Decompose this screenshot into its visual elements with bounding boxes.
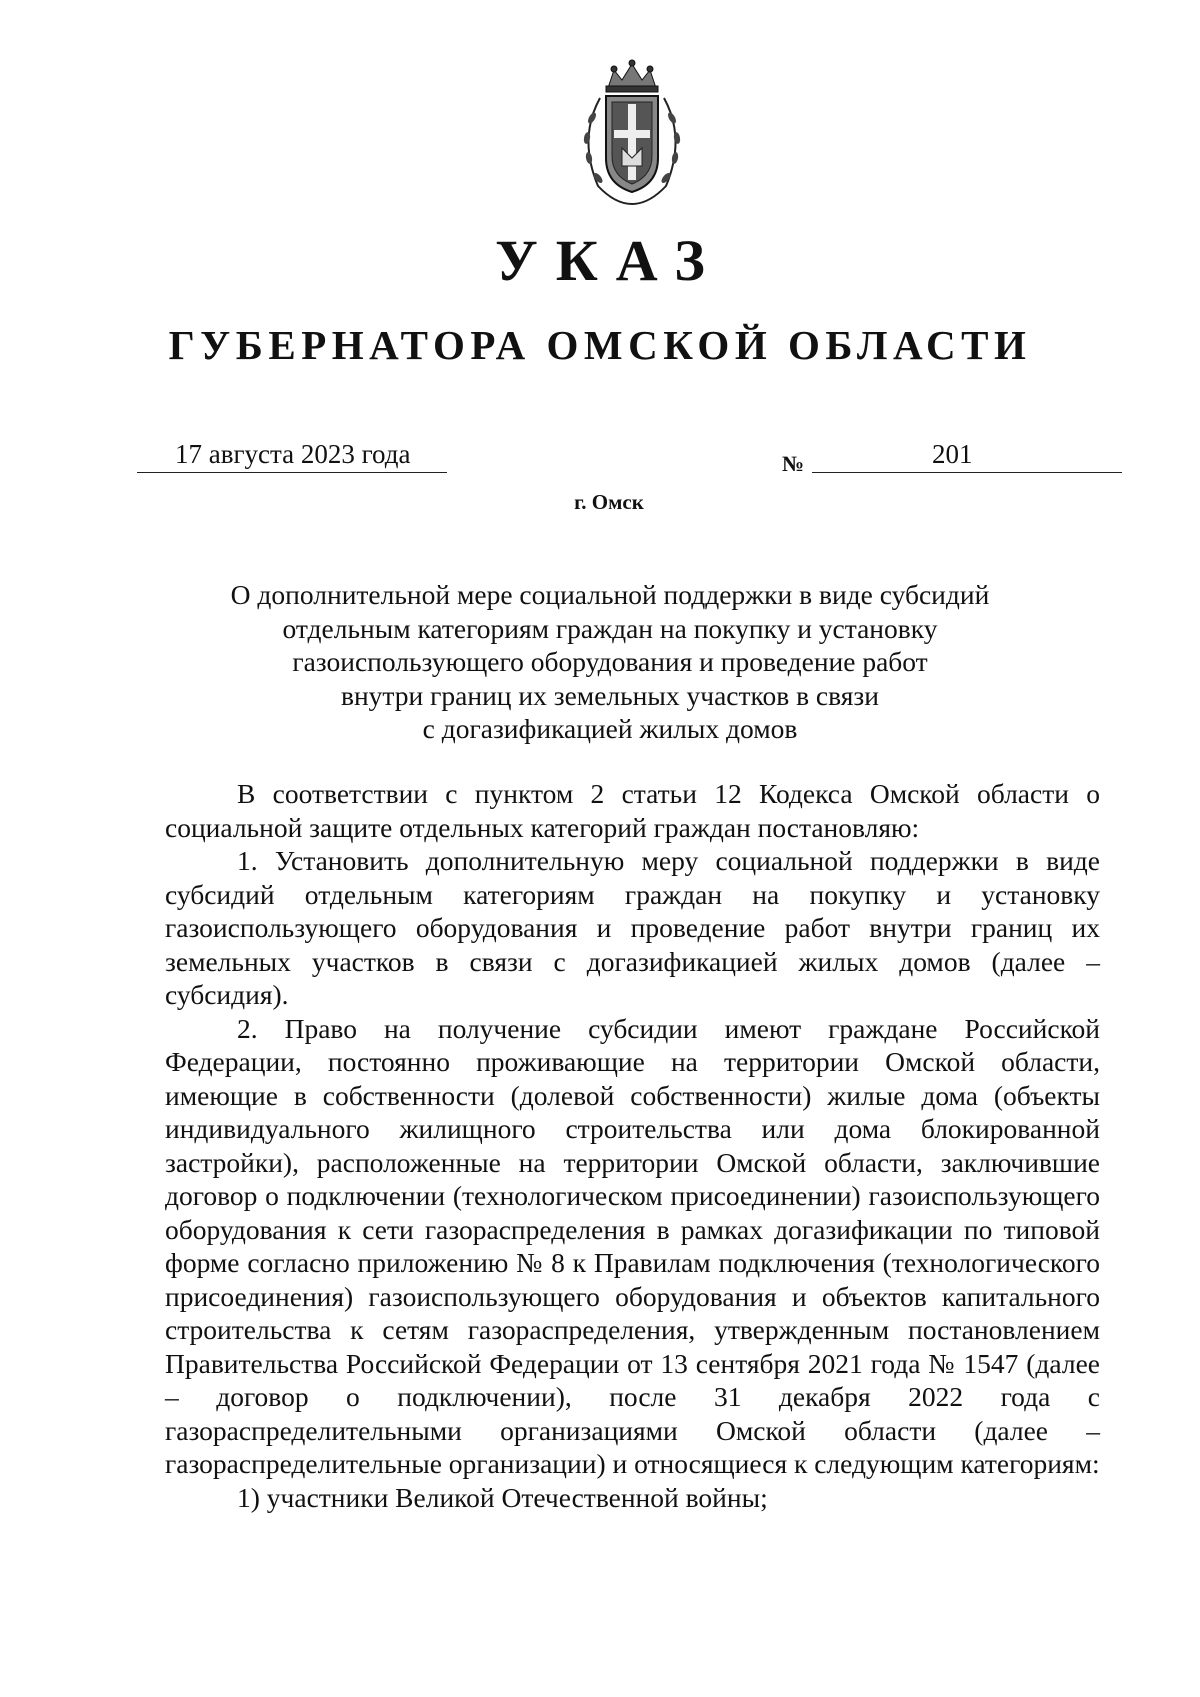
decree-body: [165, 777, 1100, 1514]
coat-of-arms-emblem: [570, 58, 694, 208]
paragraph-subitem-1: 1) участники Великой Отечественной войны;: [237, 1481, 768, 1513]
document-issuer: ГУБЕРНАТОРА ОМСКОЙ ОБЛАСТИ: [168, 322, 1032, 368]
heading-line: О дополнительной мере социальной поддержки в виде субсидий: [230, 579, 990, 610]
heading-line: внутри границ их земельных участков в связи: [340, 679, 879, 711]
paragraph-item-2: 2. Право на получение субсидии имеют граждане Российской Федерации, постоянно проживающие на территории Омской области, имеющие в собственности (долевой собственности) жилые дома (объекты индивидуального жилищного строительства или дома блокированной застройки), расположенные на территории Омской области, заключившие договор о подключении (технологическом присоединении) газоиспользующего оборудования к сети газораспределения в рамках догазификации по типовой форме согласно приложению № 8 к Правилам подключения (технологического присоединения) газоиспользующего оборудования и объектов капитального строительства к сетям газораспределения, утвержденным постановлением Правительства Российской Федерации от 13 сентября 2021 года № 1547 (далее – договор о подключении), после 31 декабря 2022 года с газораспределительными организациями Омской области (далее – газораспределительные организации) и относящиеся к следующим категориям:: [165, 1012, 1100, 1479]
document-date: 17 августа 2023 года: [175, 439, 411, 469]
decree-heading: [230, 578, 990, 746]
date-field: [137, 438, 447, 473]
document-number: 201: [932, 439, 973, 469]
paragraph-item-1: 1. Установить дополнительную меру социальной поддержки в виде субсидий отдельным категориям граждан на покупку и установку газоиспользующего оборудования и проведение работ внутри границ их земельных участков в связи с догазификацией жилых домов (далее – субсидия).: [165, 845, 1100, 1010]
paragraph-preamble: В соответствии с пунктом 2 статьи 12 Кодекса Омской области о социальной защите отдельных категорий граждан постановляю:: [165, 778, 1100, 843]
heading-line: газоиспользующего оборудования и проведение работ: [292, 646, 928, 677]
city-label: г. Омск: [574, 490, 644, 514]
document-title: УКАЗ: [495, 228, 723, 293]
number-field: [812, 438, 1122, 473]
heading-line: с догазификацией жилых домов: [422, 713, 798, 744]
number-sign: №: [782, 451, 805, 476]
heading-line: отдельным категориям граждан на покупку и установку: [282, 612, 938, 644]
